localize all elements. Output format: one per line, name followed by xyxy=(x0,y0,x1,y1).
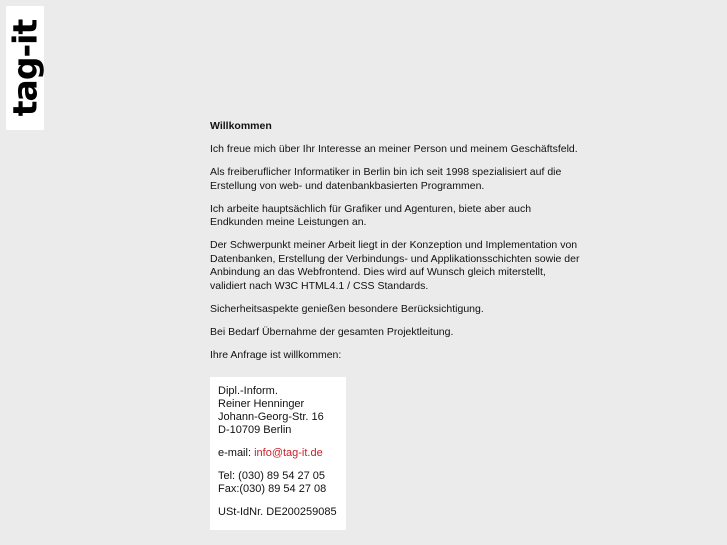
intro-paragraph-2: Als freiberuflicher Informatiker in Berlin bin ich seit 1998 spezialisiert auf die Erstellung von web- und datenbankbasierten Programmen. xyxy=(210,166,562,192)
intro-paragraph-4: Der Schwerpunkt meiner Arbeit liegt in der Konzeption und Implementation von Datenbanken, Erstellung der Verbindungs- und Applikationsschichten sowie der Anbindung an das Webfrontend. Dies wird auf Wunsch gleich miterstellt, validiert nach W3C HTML4.1 / CSS Standards. xyxy=(210,239,580,292)
intro-section xyxy=(210,120,580,372)
spacer xyxy=(218,437,346,447)
contact-name: Reiner Henninger xyxy=(218,398,305,410)
contact-ust: USt-IdNr. DE200259085 xyxy=(218,506,337,518)
intro-paragraph-7: Ihre Anfrage ist willkommen: xyxy=(210,348,342,361)
intro-paragraph-5: Sicherheitsaspekte genießen besondere Berücksichtigung. xyxy=(210,302,484,315)
contact-street: Johann-Georg-Str. 16 xyxy=(218,411,324,423)
logo-text: tag-it xyxy=(6,19,44,117)
intro-paragraph-6: Bei Bedarf Übernahme der gesamten Projektleitung. xyxy=(210,325,454,338)
contact-fax: Fax:(030) 89 54 27 08 xyxy=(218,483,327,495)
email-label: e-mail: xyxy=(218,447,252,459)
logo[interactable] xyxy=(6,6,44,130)
contact-box xyxy=(210,377,346,530)
contact-city: D-10709 Berlin xyxy=(218,424,292,436)
contact-email-row xyxy=(218,447,346,460)
contact-title: Dipl.-Inform. xyxy=(218,385,278,397)
page-title: Willkommen xyxy=(210,120,272,132)
spacer xyxy=(218,460,346,470)
intro-paragraph-1: Ich freue mich über Ihr Interesse an meiner Person und meinem Geschäftsfeld. xyxy=(210,143,578,155)
contact-tel: Tel: (030) 89 54 27 05 xyxy=(218,470,326,482)
email-link[interactable]: info@tag-it.de xyxy=(254,447,323,459)
spacer xyxy=(218,496,346,506)
intro-paragraph-3: Ich arbeite hauptsächlich für Grafiker und Agenturen, biete aber auch Endkunden meine Leistungen an. xyxy=(210,202,532,228)
